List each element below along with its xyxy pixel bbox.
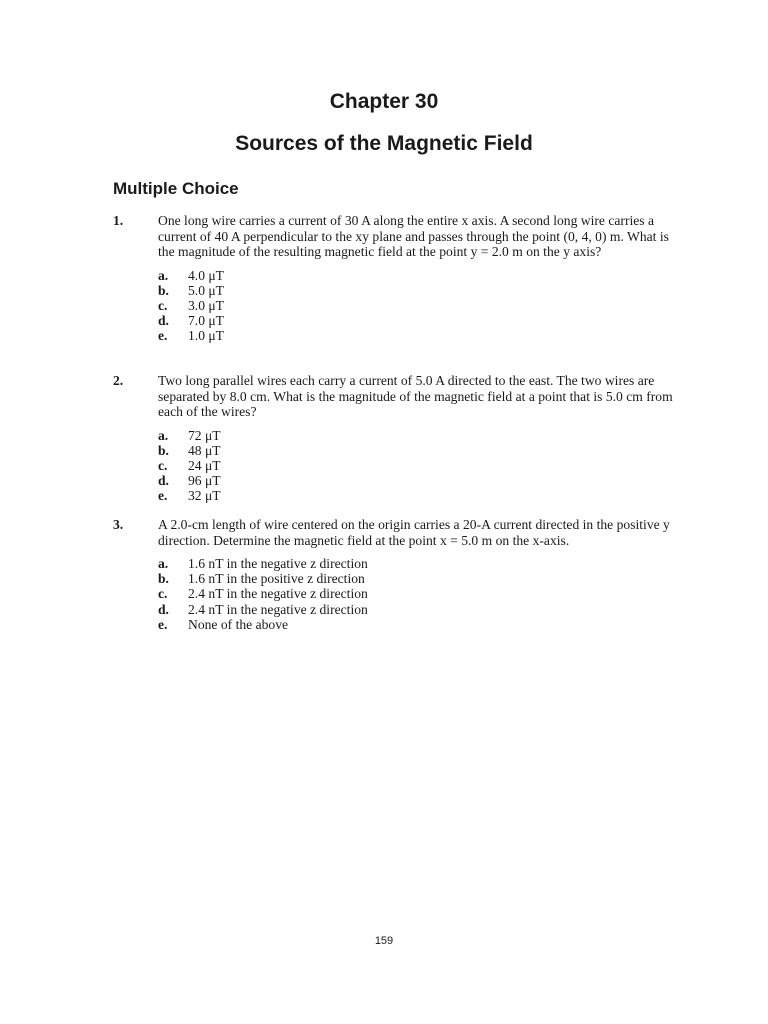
answer-option [158, 473, 673, 488]
option-letter: e. [158, 328, 168, 344]
answer-option [158, 313, 673, 328]
answer-option [158, 428, 673, 443]
option-letter: c. [158, 297, 168, 313]
option-letter: a. [158, 267, 169, 283]
option-letter: c. [158, 586, 168, 602]
question-text: Two long parallel wires each carry a current of 5.0 A directed to the east. The two wires are separated by 8.0 cm. What is the magnitude of the magnetic field at a point that is 5.0 cm from each of the wires? [158, 373, 673, 419]
question-1 [113, 213, 673, 344]
option-letter: d. [158, 473, 169, 489]
answer-option [158, 617, 673, 632]
chapter-title: Chapter 30 [329, 90, 439, 113]
option-letter: b. [158, 571, 169, 587]
option-text: 96 μT [188, 473, 221, 489]
answer-option [158, 443, 673, 458]
option-text: 2.4 nT in the negative z direction [188, 586, 368, 602]
option-letter: b. [158, 442, 169, 458]
option-letter: a. [158, 556, 169, 571]
question-text: A 2.0-cm length of wire centered on the origin carries a 20-A current directed in the positive y direction. Determine the magnetic field at the point x = 5.0 m on the x-axis. [158, 517, 670, 548]
option-text: 72 μT [188, 427, 221, 443]
option-text: 24 μT [188, 457, 221, 473]
option-text: None of the above [188, 616, 289, 632]
option-text: 3.0 μT [188, 297, 224, 313]
question-text: One long wire carries a current of 30 A along the entire x axis. A second long wire carries a current of 40 A perpendicular to the xy plane and passes through the point (0, 4, 0) m. What is the magnitude of the resulting magnetic field at the point y = 2.0 m on the y axis? [158, 213, 669, 259]
answer-option [158, 268, 673, 283]
option-text: 7.0 μT [188, 313, 224, 329]
option-text: 2.4 nT in the negative z direction [188, 601, 368, 617]
answer-options [158, 428, 673, 504]
answer-option [158, 298, 673, 313]
question-number: 3. [113, 517, 124, 532]
option-text: 1.6 nT in the negative z direction [188, 556, 368, 571]
option-text: 4.0 μT [188, 267, 224, 283]
question-2 [113, 373, 673, 504]
answer-option [158, 586, 673, 601]
answer-option [158, 328, 673, 343]
answer-option [158, 283, 673, 298]
option-letter: d. [158, 313, 169, 329]
chapter-subtitle: Sources of the Magnetic Field [235, 132, 533, 155]
option-text: 5.0 μT [188, 282, 224, 298]
answer-option [158, 556, 673, 571]
question-number: 1. [113, 213, 124, 228]
option-text: 1.6 nT in the positive z direction [188, 571, 365, 587]
option-letter: b. [158, 282, 169, 298]
option-letter: d. [158, 601, 169, 617]
question-number: 2. [113, 373, 124, 388]
answer-option [158, 602, 673, 617]
option-text: 48 μT [188, 442, 221, 458]
answer-option [158, 458, 673, 473]
option-letter: e. [158, 488, 168, 504]
page-number: 159 [374, 935, 394, 947]
answer-option [158, 571, 673, 586]
answer-options [158, 268, 673, 344]
option-letter: c. [158, 457, 168, 473]
answer-options [158, 556, 673, 632]
question-3 [113, 517, 673, 632]
section-heading: Multiple Choice [113, 179, 239, 198]
option-text: 32 μT [188, 488, 221, 504]
option-letter: a. [158, 427, 169, 443]
option-letter: e. [158, 616, 168, 632]
option-text: 1.0 μT [188, 328, 224, 344]
answer-option [158, 488, 673, 503]
